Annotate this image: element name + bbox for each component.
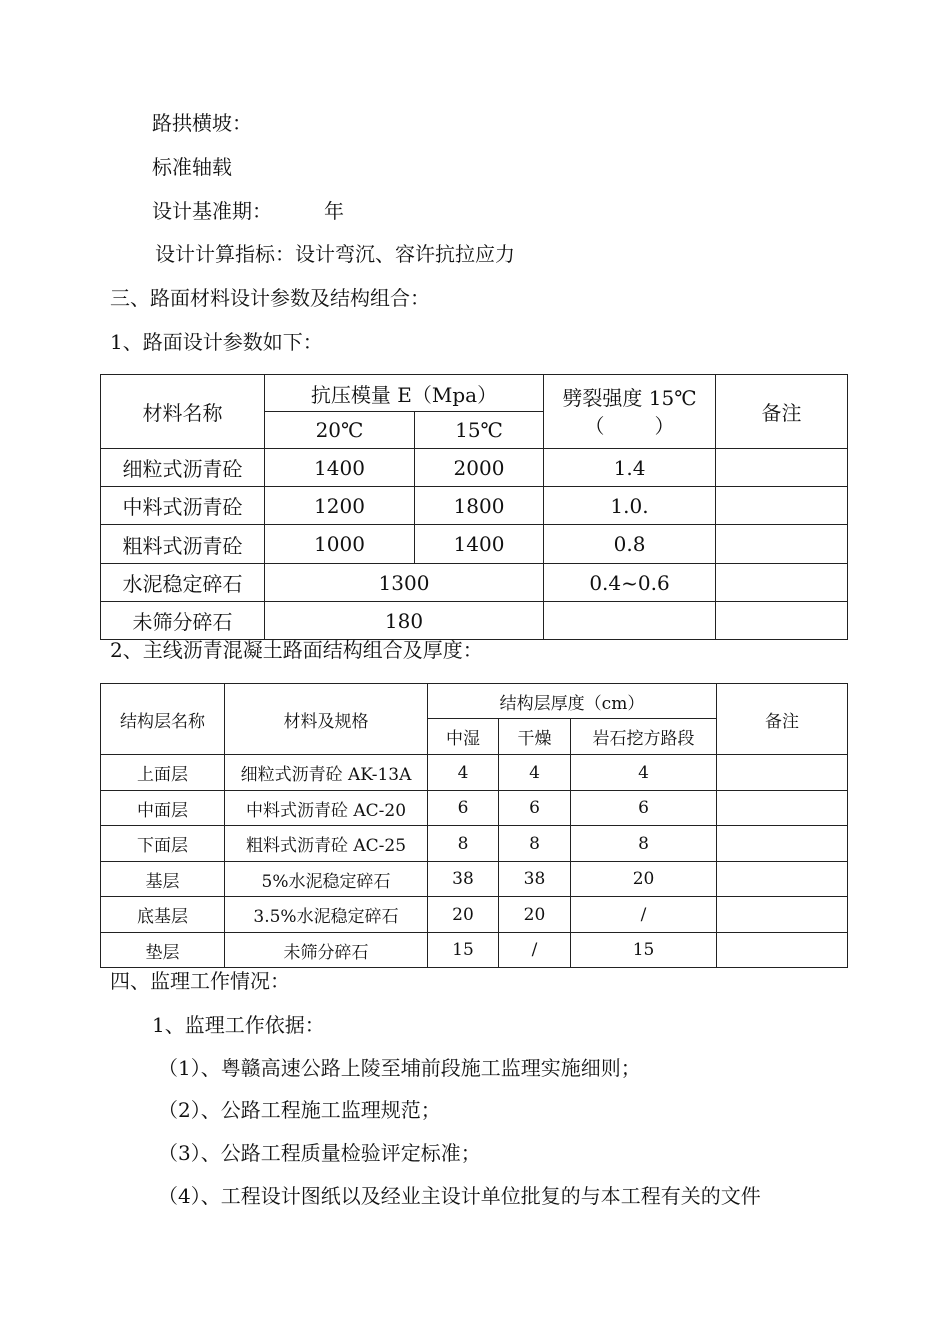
thickness-rock: / — [571, 897, 717, 933]
thickness-wet: 20 — [428, 897, 499, 933]
header-material-spec: 材料及规格 — [225, 684, 428, 755]
layer-name: 中面层 — [101, 791, 225, 826]
header-dry: 干燥 — [499, 719, 571, 755]
material-name: 中料式沥青砼 — [101, 487, 265, 525]
header-thickness: 结构层厚度（cm） — [428, 684, 717, 719]
table-row — [101, 826, 848, 862]
section3-sub1: 1、路面设计参数如下： — [110, 330, 323, 354]
material-spec: 未筛分碎石 — [225, 933, 428, 968]
table-row — [101, 487, 848, 525]
modulus-15: 2000 — [415, 449, 544, 487]
header-material-name: 材料名称 — [101, 375, 265, 449]
layer-name: 上面层 — [101, 755, 225, 791]
material-spec: 5%水泥稳定碎石 — [225, 862, 428, 897]
header-split-strength — [544, 375, 716, 449]
note-cell — [717, 826, 848, 862]
table-row — [101, 755, 848, 791]
note-cell — [716, 564, 848, 602]
layer-name: 下面层 — [101, 826, 225, 862]
material-name: 水泥稳定碎石 — [101, 564, 265, 602]
split-strength: 0.8 — [544, 525, 716, 564]
thickness-dry: 20 — [499, 897, 571, 933]
thickness-dry: 4 — [499, 755, 571, 791]
thickness-wet: 15 — [428, 933, 499, 968]
note-cell — [716, 525, 848, 564]
header-temp-15: 15℃ — [415, 412, 544, 449]
header-wet: 中湿 — [428, 719, 499, 755]
modulus-merged: 180 — [265, 602, 544, 640]
header-note: 备注 — [716, 375, 848, 449]
header-modulus: 抗压模量 E（Mpa） — [265, 375, 544, 412]
basis-item: （4）、工程设计图纸以及经业主设计单位批复的与本工程有关的文件 — [158, 1184, 761, 1208]
layer-name: 垫层 — [101, 933, 225, 968]
design-period-unit: 年 — [324, 199, 344, 223]
layer-name: 基层 — [101, 862, 225, 897]
thickness-dry: / — [499, 933, 571, 968]
table-row — [101, 862, 848, 897]
header-note: 备注 — [717, 684, 848, 755]
split-strength-label: 劈裂强度 15℃ — [562, 385, 697, 410]
note-cell — [717, 897, 848, 933]
split-strength — [544, 602, 716, 640]
thickness-wet: 38 — [428, 862, 499, 897]
section3-heading: 三、路面材料设计参数及结构组合： — [110, 286, 430, 310]
modulus-15: 1400 — [415, 525, 544, 564]
table-row — [101, 897, 848, 933]
thickness-rock: 6 — [571, 791, 717, 826]
thickness-wet: 8 — [428, 826, 499, 862]
note-cell — [717, 862, 848, 897]
split-strength: 1.0. — [544, 487, 716, 525]
modulus-merged: 1300 — [265, 564, 544, 602]
split-unit: （ ） — [584, 413, 675, 438]
basis-item: （3）、公路工程质量检验评定标准； — [158, 1141, 481, 1165]
section4-basis: 1、监理工作依据： — [152, 1013, 325, 1037]
modulus-15: 1800 — [415, 487, 544, 525]
table-row — [101, 791, 848, 826]
note-cell — [717, 755, 848, 791]
material-name: 未筛分碎石 — [101, 602, 265, 640]
thickness-dry: 38 — [499, 862, 571, 897]
header-layer-name: 结构层名称 — [101, 684, 225, 755]
modulus-20: 1400 — [265, 449, 415, 487]
thickness-dry: 6 — [499, 791, 571, 826]
thickness-rock: 15 — [571, 933, 717, 968]
pavement-structure-table — [100, 683, 848, 968]
note-cell — [717, 791, 848, 826]
thickness-wet: 6 — [428, 791, 499, 826]
note-cell — [717, 933, 848, 968]
split-strength: 1.4 — [544, 449, 716, 487]
design-period-label: 设计基准期： — [152, 199, 272, 223]
material-name: 细粒式沥青砼 — [101, 449, 265, 487]
note-cell — [716, 449, 848, 487]
note-cell — [716, 602, 848, 640]
thickness-dry: 8 — [499, 826, 571, 862]
basis-item: （2）、公路工程施工监理规范； — [158, 1098, 441, 1122]
modulus-20: 1200 — [265, 487, 415, 525]
section3-sub2: 2、主线沥青混凝土路面结构组合及厚度： — [110, 638, 483, 662]
note-cell — [716, 487, 848, 525]
thickness-rock: 20 — [571, 862, 717, 897]
material-parameters-table — [100, 374, 848, 640]
material-spec: 细粒式沥青砼 AK-13A — [225, 755, 428, 791]
section4-heading: 四、监理工作情况： — [110, 969, 290, 993]
modulus-20: 1000 — [265, 525, 415, 564]
material-spec: 粗料式沥青砼 AC-25 — [225, 826, 428, 862]
axle-load-label: 标准轴载 — [152, 155, 232, 179]
design-period-line — [152, 199, 344, 223]
material-name: 粗料式沥青砼 — [101, 525, 265, 564]
table-row — [101, 449, 848, 487]
split-strength: 0.4~0.6 — [544, 564, 716, 602]
table-row — [101, 564, 848, 602]
header-temp-20: 20℃ — [265, 412, 415, 449]
table-row — [101, 602, 848, 640]
thickness-wet: 4 — [428, 755, 499, 791]
layer-name: 底基层 — [101, 897, 225, 933]
material-spec: 3.5%水泥稳定碎石 — [225, 897, 428, 933]
header-rock-cut: 岩石挖方路段 — [571, 719, 717, 755]
material-spec: 中料式沥青砼 AC-20 — [225, 791, 428, 826]
basis-item: （1）、粤赣高速公路上陵至埔前段施工监理实施细则； — [158, 1056, 641, 1080]
design-indices: 设计计算指标：设计弯沉、容许抗拉应力 — [155, 242, 515, 266]
thickness-rock: 8 — [571, 826, 717, 862]
thickness-rock: 4 — [571, 755, 717, 791]
camber-label: 路拱横坡： — [152, 111, 252, 135]
table-row — [101, 933, 848, 968]
table-row — [101, 525, 848, 564]
